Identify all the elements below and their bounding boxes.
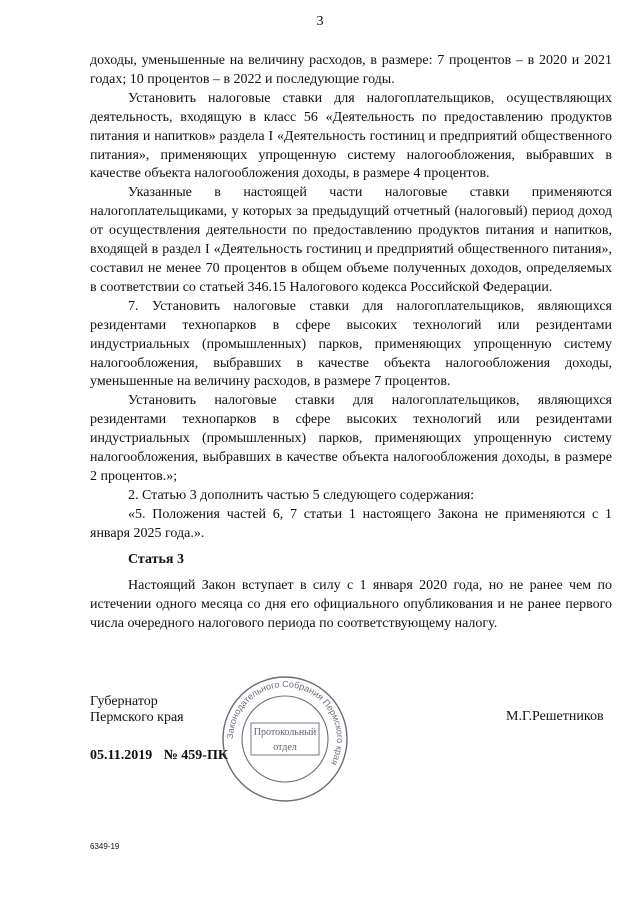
paragraph: «5. Положения частей 6, 7 статьи 1 настоящего Закона не применяются с 1 января 2025 года.».	[90, 506, 612, 541]
document-code: 6349-19	[90, 842, 120, 851]
official-stamp-icon	[218, 672, 352, 806]
law-date-number	[90, 748, 236, 764]
stamp-center-line: Протокольный	[253, 727, 317, 738]
law-number: № 459-ПК	[163, 748, 229, 763]
paragraph: Установить налоговые ставки для налогоплательщиков, являющихся резидентами технопарков в сфере высоких технологий или резидентами индустриальных (промышленных) парков, применяющих упрощенную систему налогообложения, выбравших в качестве объекта налогообложения доходы, в размере 2 процентов.»;	[90, 393, 612, 484]
paragraph: Указанные в настоящей части налоговые ставки применяются налогоплательщиками, у которых за предыдущий отчетный (налоговый) период доход от осуществления деятельности по предоставлению продуктов питания и напитков, входящей в раздел I «Деятельность гостиниц и предприятий общественного питания», составил не менее 70 процентов в общем объеме полученных доходов, определяемых в соответствии со статьей 346.15 Налогового кодекса Российской Федерации.	[90, 185, 612, 295]
law-date: 05.11.2019	[90, 748, 153, 763]
signer-name: М.Г.Решетников	[506, 709, 604, 724]
signer-title-line: Пермского края	[90, 710, 184, 725]
stamp-center-line: отдел	[273, 742, 297, 753]
paragraph: Установить налоговые ставки для налогоплательщиков, осуществляющих деятельность, входящую в класс 56 «Деятельность по предоставлению продуктов питания и напитков» раздела I «Деятельность гостиниц и предприятий общественного питания», применяющих упрощенную систему налогообложения, выбравших в качестве объекта налогообложения доходы, в размере 4 процентов.	[90, 90, 612, 182]
paragraph: 2. Статью 3 дополнить частью 5 следующего содержания:	[128, 487, 475, 503]
article-heading: Статья 3	[128, 552, 184, 567]
paragraph: доходы, уменьшенные на величину расходов, в размере: 7 процентов – в 2020 и 2021 годах; 10 процентов – в 2022 и последующие годы.	[90, 53, 612, 87]
page-number: 3	[316, 14, 324, 29]
paragraph: 7. Установить налоговые ставки для налогоплательщиков, являющихся резидентами технопарков в сфере высоких технологий или резидентами индустриальных (промышленных) парков, применяющих упрощенную систему налогообложения, выбравших в качестве объекта налогообложения доходы, уменьшенные на величину расходов, в размере 7 процентов.	[90, 298, 612, 390]
paragraph: Настоящий Закон вступает в силу с 1 января 2020 года, но не ранее чем по истечении одного месяца со дня его официального опубликования и не ранее первого числа очередного налогового периода по соответствующему налогу.	[90, 578, 612, 631]
article-3-body	[90, 577, 612, 634]
signer-title-line: Губернатор	[90, 694, 158, 709]
signer-title	[90, 694, 184, 726]
law-text-body	[90, 52, 612, 544]
stamp-ring-text: Законодательного Собрания Пермского края	[224, 678, 346, 767]
